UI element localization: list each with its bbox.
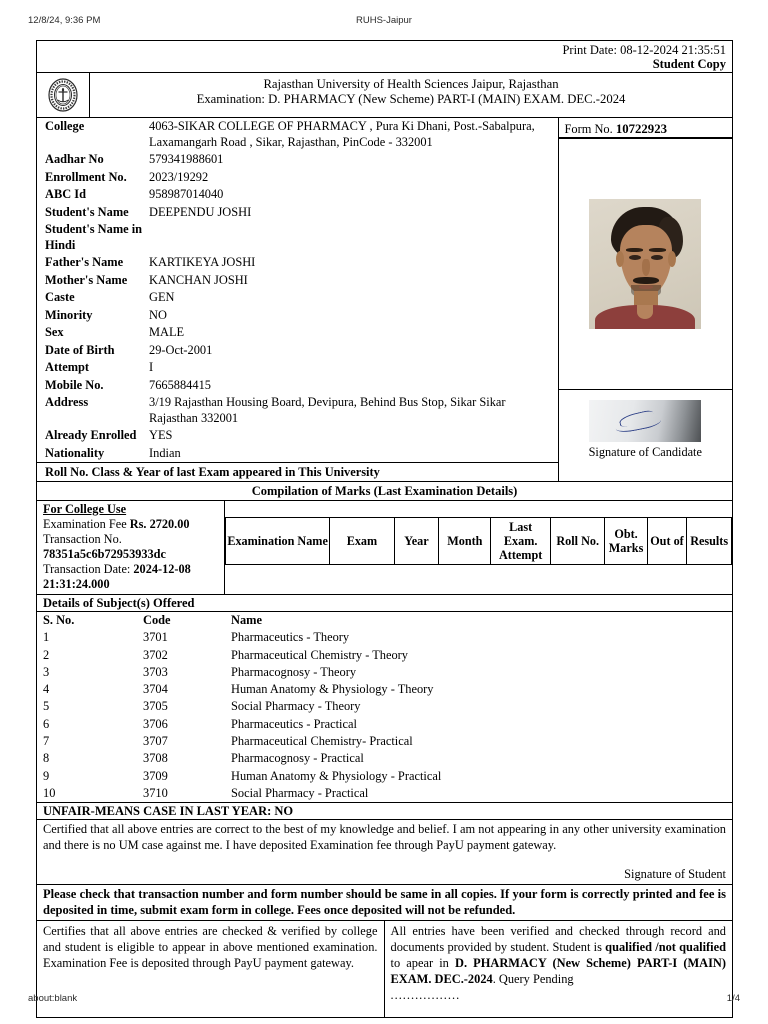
form-number-label: Form No. xyxy=(564,122,613,136)
subject-name: Social Pharmacy - Theory xyxy=(231,699,361,714)
print-header-timestamp: 12/8/24, 9:36 PM xyxy=(28,15,101,26)
detail-value: 2023/19292 xyxy=(149,169,209,184)
detail-row-attempt xyxy=(37,359,558,377)
detail-row-aadhar xyxy=(37,151,558,169)
form-number-row xyxy=(559,118,733,139)
subject-name: Pharmaceutical Chemistry- Practical xyxy=(231,734,413,749)
subjects-col-sno: S. No. xyxy=(43,613,75,627)
detail-label: Mother's Name xyxy=(45,272,128,287)
print-footer-page: 1/4 xyxy=(726,993,740,1004)
detail-label: Mobile No. xyxy=(45,377,104,392)
browser-print-footer xyxy=(0,992,768,1006)
subject-code: 3701 xyxy=(143,630,168,645)
detail-value: 958987014040 xyxy=(149,187,224,201)
candidate-photo xyxy=(589,199,701,329)
subject-code: 3702 xyxy=(143,647,168,662)
subject-name: Pharmaceutical Chemistry - Theory xyxy=(231,647,408,662)
examination-fee-label: Examination Fee xyxy=(43,517,127,531)
detail-value: 4063-SIKAR COLLEGE OF PHARMACY , Pura Ki Dhani, Post.-Sabalpura, Laxamangarh Road , Sikar, Rajasthan, PinCode - 332001 xyxy=(149,119,535,149)
detail-label: Student's Name xyxy=(45,204,129,219)
print-header-title: RUHS-Jaipur xyxy=(356,15,412,26)
browser-print-header xyxy=(0,14,768,28)
subject-code: 3710 xyxy=(143,785,168,800)
university-verification-exam: D. PHARMACY (New Scheme) PART-I (MAIN) EXAM. DEC.-2024 xyxy=(390,956,726,987)
photo-brow-left xyxy=(626,248,643,252)
qualified-status: qualified /not qualified xyxy=(605,940,726,955)
marks-col-last-exam-attempt: Last Exam. Attempt xyxy=(491,518,551,565)
subject-name: Human Anatomy & Physiology - Theory xyxy=(231,682,434,697)
transaction-date-label: Transaction Date: xyxy=(43,562,131,576)
marks-table-spacer-top xyxy=(226,501,732,518)
table-row xyxy=(37,698,732,715)
photo-ear-right xyxy=(668,251,676,267)
photo-brow-right xyxy=(649,248,666,252)
detail-row-already-enrolled xyxy=(37,427,558,445)
detail-label: Father's Name xyxy=(45,255,124,269)
detail-value: KANCHAN JOSHI xyxy=(149,272,248,287)
marks-table-spacer-bottom xyxy=(226,565,732,584)
subject-sno: 3 xyxy=(43,664,50,679)
detail-row-mobile xyxy=(37,377,558,395)
table-row xyxy=(37,629,732,646)
student-declaration-block xyxy=(37,820,732,885)
print-date-value: 08-12-2024 21:35:51 xyxy=(620,43,726,57)
student-declaration-text: Certified that all above entries are correct to the best of my knowledge and belief. I am not appearing in any other university examination and there is no UM case against me. I have deposited Examination fee through PayU payment gateway. xyxy=(43,822,726,852)
college-verification-text: Certifies that all above entries are checked & verified by college and student is eligible to appear in above mentioned examination. Examination Fee is deposited through PayU payment gateway. xyxy=(37,921,385,1017)
subject-sno: 4 xyxy=(43,682,50,697)
subject-code: 3708 xyxy=(143,751,168,766)
table-row xyxy=(37,768,732,785)
subjects-header-row xyxy=(37,612,732,629)
subject-sno: 5 xyxy=(43,699,50,714)
subject-name: Human Anatomy & Physiology - Practical xyxy=(231,768,442,783)
photo-lips xyxy=(639,285,653,289)
for-college-use-heading: For College Use xyxy=(43,502,127,516)
subject-code: 3707 xyxy=(143,734,168,749)
for-college-use-block xyxy=(37,501,225,594)
detail-row-minority xyxy=(37,307,558,325)
detail-value: YES xyxy=(149,428,173,442)
detail-label: Minority xyxy=(45,307,93,322)
detail-row-student-name-hindi xyxy=(37,221,558,254)
candidate-signature-image xyxy=(589,400,701,442)
detail-row-nationality xyxy=(37,445,558,463)
university-crest-cell xyxy=(37,73,90,117)
examination-name: Examination: D. PHARMACY (New Scheme) PART-I (MAIN) EXAM. DEC.-2024 xyxy=(196,92,626,106)
marks-col-examination-name: Examination Name xyxy=(226,518,330,565)
detail-value: 3/19 Rajasthan Housing Board, Devipura, Behind Bus Stop, Sikar Sikar Rajasthan 332001 xyxy=(149,395,506,425)
subjects-section-title: Details of Subject(s) Offered xyxy=(37,595,732,612)
detail-label: Student's Name in Hindi xyxy=(45,222,143,252)
table-row xyxy=(37,647,732,664)
form-photo-panel xyxy=(559,118,733,481)
marks-table-wrapper xyxy=(225,501,732,594)
transaction-date-value: 2024-12-08 21:31:24.000 xyxy=(43,562,191,591)
subject-sno: 7 xyxy=(43,734,50,749)
student-details-section xyxy=(37,118,732,482)
query-pending-dots: ................. xyxy=(390,988,461,1003)
important-notice-text: Please check that transaction number and form number should be same in all copies. If your form is correctly printed and fee is deposited in time, submit exam form in college. Fees once deposited will not be refunded. xyxy=(37,885,732,921)
detail-value xyxy=(149,221,558,223)
detail-value: KARTIKEYA JOSHI xyxy=(149,255,256,269)
subject-sno: 1 xyxy=(43,630,50,645)
subject-name: Pharmacognosy - Theory xyxy=(231,664,357,679)
candidate-signature-caption: Signature of Candidate xyxy=(588,445,702,459)
detail-label: Date of Birth xyxy=(45,342,115,357)
table-row xyxy=(37,733,732,750)
detail-row-mother-name xyxy=(37,272,558,290)
marks-col-results: Results xyxy=(687,518,732,565)
detail-label: Nationality xyxy=(45,445,105,460)
detail-value: MALE xyxy=(149,325,185,339)
subject-code: 3705 xyxy=(143,699,168,714)
university-header-band xyxy=(37,73,732,118)
university-verification-part2: to apear in xyxy=(390,956,455,971)
detail-label: Caste xyxy=(45,290,75,304)
subject-name: Social Pharmacy - Practical xyxy=(231,785,369,800)
examination-fee-value: Rs. 2720.00 xyxy=(129,517,190,531)
student-details-list xyxy=(37,118,559,481)
subject-code: 3703 xyxy=(143,664,168,679)
detail-value: I xyxy=(149,360,154,374)
table-row xyxy=(37,664,732,681)
print-footer-url: about:blank xyxy=(28,993,78,1004)
marks-col-roll-no: Roll No. xyxy=(550,518,605,565)
last-exam-rollno-line: Roll No. Class & Year of last Exam appeared in This University xyxy=(37,462,558,481)
detail-row-address xyxy=(37,394,558,427)
subjects-col-code: Code xyxy=(143,613,171,627)
subject-sno: 8 xyxy=(43,751,50,766)
university-verification-part1: All entries have been verified and checked through record and documents provided by student. Student is xyxy=(390,924,726,955)
marks-col-month: Month xyxy=(439,518,491,565)
candidate-photo-cell xyxy=(559,139,733,390)
detail-label: ABC Id xyxy=(45,187,86,201)
detail-value: 579341988601 xyxy=(149,152,224,166)
exam-form-container xyxy=(36,40,733,1018)
print-date-band xyxy=(37,41,732,73)
detail-label: Enrollment No. xyxy=(45,169,127,184)
marks-col-exam: Exam xyxy=(330,518,394,565)
detail-label: Aadhar No xyxy=(45,152,104,166)
university-title-block xyxy=(90,73,732,117)
detail-label: Sex xyxy=(45,325,64,339)
marks-table xyxy=(225,501,732,583)
compilation-title: Compilation of Marks (Last Examination Details) xyxy=(37,482,732,501)
subject-sno: 2 xyxy=(43,647,50,662)
detail-value: Indian xyxy=(149,445,181,460)
detail-value: 29-Oct-2001 xyxy=(149,342,213,357)
copy-type-label: Student Copy xyxy=(652,57,726,71)
subject-code: 3709 xyxy=(143,768,168,783)
subjects-col-name: Name xyxy=(231,613,262,627)
subject-code: 3704 xyxy=(143,682,168,697)
subjects-table xyxy=(37,612,732,802)
print-date-label: Print Date: xyxy=(562,43,617,57)
detail-row-college xyxy=(37,118,558,151)
table-row xyxy=(37,681,732,698)
detail-label: College xyxy=(45,119,85,133)
photo-moustache xyxy=(633,277,659,284)
table-row xyxy=(37,750,732,767)
marks-table-header-row xyxy=(226,518,732,565)
table-row xyxy=(37,785,732,802)
detail-value: 7665884415 xyxy=(149,377,211,392)
subject-sno: 6 xyxy=(43,716,50,731)
detail-row-sex xyxy=(37,324,558,342)
subject-name: Pharmacognosy - Practical xyxy=(231,751,364,766)
marks-col-year: Year xyxy=(394,518,439,565)
detail-label: Already Enrolled xyxy=(45,428,137,442)
subject-name: Pharmaceutics - Theory xyxy=(231,630,350,645)
university-name: Rajasthan University of Health Sciences Jaipur, Rajasthan xyxy=(263,77,559,91)
subject-sno: 9 xyxy=(43,768,50,783)
detail-row-father-name xyxy=(37,254,558,272)
detail-label: Address xyxy=(45,395,89,409)
transaction-no-value: 78351a5c6b72953933dc xyxy=(43,547,166,561)
detail-value: NO xyxy=(149,307,167,322)
detail-row-enrollment xyxy=(37,169,558,187)
transaction-no-label: Transaction No. xyxy=(43,532,122,546)
student-signature-caption: Signature of Student xyxy=(624,867,726,882)
subject-name: Pharmaceutics - Practical xyxy=(231,716,357,731)
detail-row-abc-id xyxy=(37,186,558,204)
candidate-signature-cell xyxy=(559,390,733,481)
detail-row-student-name xyxy=(37,204,558,222)
detail-value: GEN xyxy=(149,290,175,304)
transaction-date-row xyxy=(43,562,220,592)
detail-value: DEEPENDU JOSHI xyxy=(149,204,252,219)
examination-fee-row xyxy=(43,517,220,532)
unfair-means-case-line: UNFAIR-MEANS CASE IN LAST YEAR: NO xyxy=(37,802,732,820)
detail-label: Attempt xyxy=(45,360,90,374)
table-row xyxy=(37,716,732,733)
detail-row-dob xyxy=(37,342,558,360)
university-crest-icon xyxy=(48,78,78,112)
photo-shirt xyxy=(595,305,695,329)
subject-sno: 10 xyxy=(43,785,56,800)
university-verification-part3: . Query Pending xyxy=(492,972,574,987)
compilation-section xyxy=(37,501,732,595)
form-number-value: 10722923 xyxy=(615,122,667,136)
marks-col-obt-marks: Obt. Marks xyxy=(605,518,647,565)
marks-col-out-of: Out of xyxy=(647,518,687,565)
subject-code: 3706 xyxy=(143,716,168,731)
detail-row-caste xyxy=(37,289,558,307)
